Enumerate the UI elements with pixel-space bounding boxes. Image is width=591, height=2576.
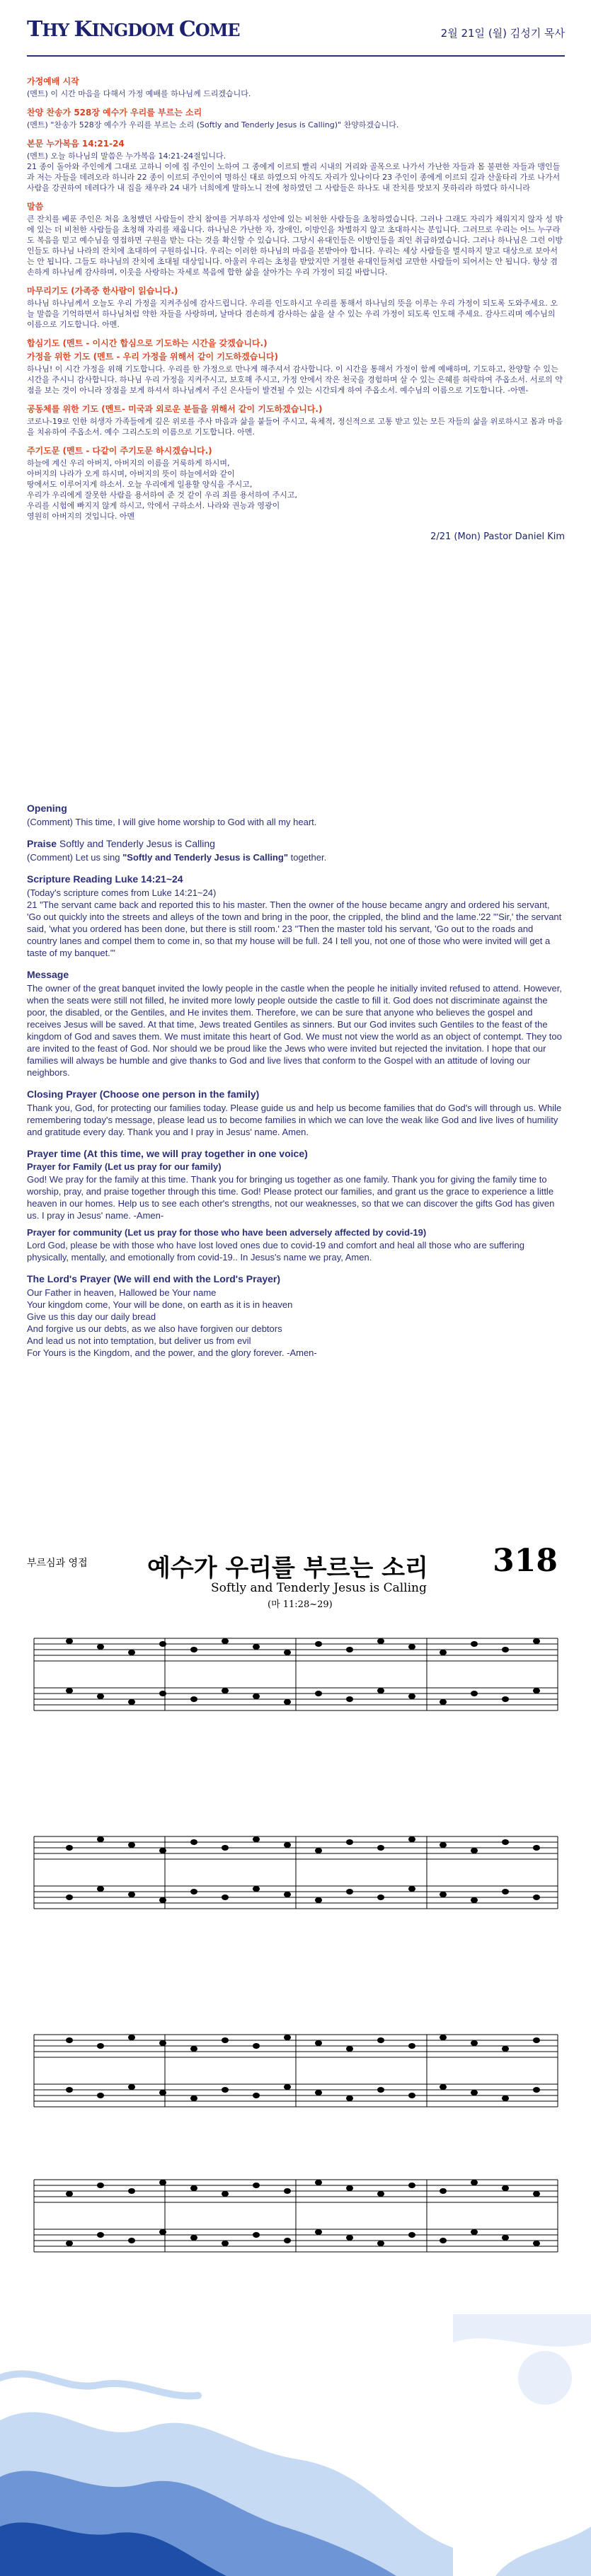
ko-scripture-intro: (멘트) 오늘 하나님의 말씀은 누가복음 14:21-24절입니다. [27,151,226,161]
ko-community-prayer-heading: 공동체를 위한 기도 (멘트- 미국과 외로운 분들을 위해서 같이 기도하겠습니다.) [27,404,323,414]
note-head [253,1694,260,1699]
note-head [440,1842,447,1848]
note-head [284,1892,291,1897]
korean-section [27,68,565,542]
note-head [284,1650,291,1655]
note-head [346,1696,353,1702]
note-head [533,1638,540,1644]
note-head [315,1691,322,1696]
note-head [284,2188,291,2194]
ko-family-prayer-text: 하나님! 이 시간 가정을 위해 기도합니다. 우리를 한 가정으로 만나게 해주셔서 감사합니다. 이 시간을 통해서 가정이 함께 예배하며, 기도하고, 찬양할 수 있는 시간을 주시니 감사합니다. 하나님 우리 가정을 지켜주시고, 보호해 주시고, 가정 안에서 작은 천국을 경험하며 살 수 있는 은혜를 허락하여 주옵소서. 서로의 약점을 보는 것이 아니라 장점을 보게 하셔서 하나님께서 주신 은사들이 발견될 수 있는 시간되게 하여 주옵소서. 예수님의 이름으로 기도합니다. -아멘- [27,364,563,395]
en-praise-heading [27,838,565,849]
note-head [190,2095,197,2101]
en-lords-prayer-line: Give us this day our daily bread [27,1311,156,1322]
ko-message-heading: 말씀 [27,202,44,212]
note-head [97,1886,104,1892]
note-head [128,2035,135,2040]
note-head [533,1688,540,1694]
ko-closing-heading: 마무리기도 (가족중 한사람이 읽습니다.) [27,286,178,296]
note-head [533,1894,540,1900]
ko-lords-prayer-line: 우리를 시험에 빠지지 않게 하시고, 악에서 구하소서. 나라와 권능과 영광이 [27,501,280,510]
note-head [471,2040,478,2046]
note-head [159,1691,166,1696]
ko-unison-heading: 합심기도 (멘트 - 이시간 합심으로 기도하는 시간을 갖겠습니다.) [27,338,268,348]
en-family-prayer-text: God! We pray for the family at this time. Thank you for bringing us together as one family. Thank you for giving the family time to worship, pray, and praise together through this time. God! Please protect our families, and grant us the grace to experience a little heaven in our homes. Help us to see each other's strengths, not our weaknesses, so that we can discover the gifts God has given us. I pray in Jesus' name. -Amen- [27,1174,555,1221]
note-head [66,2037,73,2043]
note-head [408,2093,415,2098]
note-head [284,2238,291,2243]
note-head [190,1889,197,1894]
note-head [408,2183,415,2188]
note-head [502,2046,509,2052]
note-head [66,2241,73,2246]
en-scripture-text: 21 "The servant came back and reported this to his master. Then the owner of the house became angry and ordered his servant, 'Go out quickly into the streets and alleys of the town and bring in the poor, the crippled, the blind and the lame.'22 "'Sir,' the servant said, 'what you ordered has been done, but there is still room.' 23 "Then the master told his servant, 'Go out to the roads and country lanes and compel them to come in, so that my house will be full. 24 I tell you, not one of those who were invited will get a taste of my banquet.'" [27,899,562,958]
note-head [377,1638,384,1644]
ko-scripture-text: 21 종이 돌아와 주인에게 그대로 고하니 이에 집 주인이 노하여 그 종에게 이르되 빨리 시내의 거리와 골목으로 나가서 가난한 자들과 몸 불편한 자들과 맹인들과 저는 자들을 데려오라 하니라 22 종이 이르되 주인이여 명하신 대로 하였으되 아직도 자리가 있나이다 23 주인이 종에게 이르되 길과 산울타리 가로 나가서 사람을 강권하여 데려다가 내 집을 채우라 24 내가 너희에게 말하노니 전에 청하였던 그 사람들은 하나도 내 잔치를 맛보지 못하리라 하였다 하시니라 [27,162,561,192]
note-head [97,1836,104,1842]
note-head [222,2087,229,2093]
ko-opening-text: (멘트) 이 시간 마음을 다해서 가정 예배를 하나님께 드리겠습니다. [27,89,251,98]
header [27,10,565,52]
note-head [377,2241,384,2246]
note-head [346,2095,353,2101]
ko-praise-text: (멘트) "찬송가 528장 예수가 우리를 부르는 소리 (Softly and Tenderly Jesus is Calling)" 찬양하겠습니다. [27,120,399,130]
en-closing-text: Thank you, God, for protecting our families today. Please guide us and help us become families that do God's will through us. While remembering today's message, please lead us to become families in which we can love the weak like God and live lives of humility and gratitude every day. Thank you and I pray in Jesus' name. Amen. [27,1103,562,1137]
note-head [408,2043,415,2049]
note-head [315,1848,322,1853]
note-head [377,2191,384,2197]
note-head [190,2046,197,2052]
note-head [346,2046,353,2052]
note-head [377,2037,384,2043]
note-head [533,2037,540,2043]
hymn-score [27,1543,565,2314]
note-head [533,2191,540,2197]
ko-family-prayer-heading: 가정을 위한 기도 (멘트 - 우리 가정을 위해서 같이 기도하겠습니다) [27,352,278,362]
note-head [502,1647,509,1652]
note-head [408,2232,415,2238]
en-opening-heading: Opening [27,803,67,814]
note-head [253,2183,260,2188]
hymn-scripture-ref: (마 11:28~29) [268,1599,333,1610]
ko-lords-prayer-line: 영원히 아버지의 것입니다. 아멘 [27,512,135,521]
note-head [502,2235,509,2241]
ko-scripture-heading: 본문 누가복음 14:21-24 [27,139,125,149]
note-head [97,2093,104,2098]
note-head [222,2037,229,2043]
note-head [128,1842,135,1848]
note-head [66,1845,73,1851]
ko-lords-prayer-line: 땅에서도 이루어지게 하소서. 오늘 우리에게 일용할 양식을 주시고, [27,480,253,489]
note-head [222,1638,229,1644]
note-head [97,2232,104,2238]
en-praise-song: Softly and Tenderly Jesus is Calling [57,838,215,849]
note-head [253,2232,260,2238]
note-head [253,1886,260,1892]
note-head [502,2185,509,2191]
note-head [471,1691,478,1696]
note-head [440,1699,447,1705]
note-head [128,1892,135,1897]
ko-message-text: 큰 잔치를 베푼 주인은 처음 초청했던 사람들이 잔치 참여를 거부하자 성안에 있는 비천한 사람들을 초청하였습니다. 그러나 그래도 자리가 채워지지 않자 성 밖에 있는 더 비천한 사람들을 초청해 자리를 채웁니다. 하나님은 가난한 자, 장애인, 이방인을 차별하지 않고 초대하시는 분입니다. 그러므로 우리는 어느 누구라도 복음을 믿고 예수님을 영접하면 구원을 받는 다는 것을 확신할 수 있습니다. 그당시 유대인들은 이방인들을 죄인 취급하였습니다. 그러나 하나님은 그런 이방인들도 하나님 나라의 잔치에 초대하여 구원하십니다. 우리는 이러한 하나님의 마음을 본받아야 합니다. 우리는 세상 사람들을 멸시하지 말고 대상으로 보아서는 안 됩니다. 그들도 하나님의 잔치에 초대될 대상입니다. 아울러 우리는 초청을 받았지만 거절한 유대인들처럼 교만한 사람들이 되어서는 안 됩니다. 항상 겸손하게 하나님께 감사하며, 이웃을 사랑하는 자세로 복음에 합한 삶을 살아가는 우리 가정이 되길 바랍니다. [27,214,563,277]
ko-opening-heading: 가정예배 시작 [27,76,79,86]
note-head [315,1641,322,1647]
date-pastor: 2월 21일 (월) 김성기 목사 [440,27,565,40]
note-head [346,1647,353,1652]
hymn-title-ko: 예수가 우리를 부르는 소리 [147,1554,428,1582]
note-head [471,1848,478,1853]
note-head [408,1886,415,1892]
note-head [346,2235,353,2241]
note-head [440,1650,447,1655]
note-head [315,1897,322,1903]
header-divider [27,55,565,57]
hymn-category: 부르심과 영접 [27,1558,88,1569]
note-head [533,2087,540,2093]
decorative-waves [0,2314,591,2576]
en-lords-prayer-line: Your kingdom come, Your will be done, on earth as it is in heaven [27,1299,293,1310]
music-staves [27,1543,565,2314]
note-head [66,1688,73,1694]
note-head [97,1694,104,1699]
en-closing-heading: Closing Prayer (Choose one person in the family) [27,1088,260,1100]
note-head [471,2229,478,2235]
note-head [159,1641,166,1647]
note-head [440,1892,447,1897]
note-head [190,2235,197,2241]
en-praise-comment: (Comment) Let us sing "Softly and Tenderly Jesus is Calling" together. [27,852,327,863]
note-head [502,1696,509,1702]
note-head [346,2185,353,2191]
note-head [190,2185,197,2191]
note-head [502,2095,509,2101]
note-head [190,1696,197,1702]
note-head [128,1699,135,1705]
note-head [377,2087,384,2093]
note-head [128,2084,135,2090]
note-head [253,2093,260,2098]
note-head [222,2241,229,2246]
en-lords-prayer-line: For Yours is the Kingdom, and the power, and the glory forever. -Amen- [27,1347,317,1358]
ko-lords-prayer-line: 우리가 우리에게 잘못한 사람을 용서하여 준 것 같이 우리 죄를 용서하여 주시고, [27,490,297,500]
en-opening-text: (Comment) This time, I will give home worship to God with all my heart. [27,817,317,827]
note-head [128,2238,135,2243]
signature: 2/21 (Mon) Pastor Daniel Kim [430,531,565,542]
note-head [128,1650,135,1655]
note-head [408,1694,415,1699]
note-head [471,2090,478,2095]
note-head [159,1897,166,1903]
en-prayer-time-heading: Prayer time (At this time, we will pray together in one voice) [27,1148,308,1159]
note-head [284,2035,291,2040]
note-head [502,1839,509,1845]
note-head [159,2040,166,2046]
note-head [284,1699,291,1705]
note-head [97,2043,104,2049]
hymn-number: 318 [493,1543,558,1579]
note-head [284,1842,291,1848]
en-scripture-intro: (Today's scripture comes from Luke 14:21~24) [27,887,217,898]
note-head [377,1845,384,1851]
note-head [533,1845,540,1851]
ko-lords-prayer-heading: 주기도문 (멘트 - 다같이 주기도문 하시겠습니다.) [27,446,212,456]
note-head [471,2180,478,2185]
note-head [222,2191,229,2197]
en-lords-prayer-heading: The Lord's Prayer (We will end with the Lord's Prayer) [27,1273,281,1284]
note-head [159,2180,166,2185]
ko-lords-prayer-line: 하늘에 계신 우리 아버지, 아버지의 이름을 거룩하게 하시며, [27,459,230,468]
note-head [222,1894,229,1900]
note-head [128,2188,135,2194]
en-community-prayer-text: Lord God, please be with those who have lost loved ones due to covid-19 and comfort and heal all those who are suffering physically, mentally, and emotionally from covid-19.. In Jesus's name we pray, Amen. [27,1240,524,1263]
en-lords-prayer-line: And forgive us our debts, as we also have forgiven our debtors [27,1323,282,1334]
note-head [66,2191,73,2197]
note-head [502,1889,509,1894]
ko-closing-text: 하나님 하나님께서 오늘도 우리 가정을 지켜주심에 감사드립니다. 우리를 인도하시고 우리를 통해서 하나님의 뜻을 이루는 우리 가정이 되도록 도와주세요. 오늘 말씀을 기억하면서 하나님처럼 약한 자들을 사랑하며, 날마다 겸손하게 감사하는 삶을 살 수 있는 우리 가정이 되도록 인도해 주세요. 감사드리며 예수님의 이름으로 기도합니다. 아멘. [27,299,558,329]
note-head [346,1889,353,1894]
note-head [66,2087,73,2093]
note-head [440,2188,447,2194]
hymn-title-en: Softly and Tenderly Jesus is Calling [211,1581,427,1595]
note-head [471,1641,478,1647]
note-head [253,2043,260,2049]
note-head [159,2090,166,2095]
english-section [27,793,565,1359]
en-lords-prayer-line: And lead us not into temptation, but deliver us from evil [27,1335,251,1346]
note-head [284,2084,291,2090]
note-head [315,2090,322,2095]
note-head [190,1647,197,1652]
note-head [66,1894,73,1900]
note-head [159,1848,166,1853]
note-head [440,2035,447,2040]
note-head [408,1836,415,1842]
note-head [471,1897,478,1903]
note-head [440,2084,447,2090]
note-head [97,2183,104,2188]
note-head [315,2229,322,2235]
ko-praise-heading: 찬양 찬송가 528장 예수가 우리를 부르는 소리 [27,108,202,117]
en-message-text: The owner of the great banquet invited the lowly people in the castle when the people he initially invited refused to attend. However, when the seats were still not filled, he invited more lowly people outside the castle to fill it. God does not discriminate against the poor, the disabled, or the Gentiles, and He invites them. Therefore, we can be sure that anyone who believes the gospel and receives Jesus will be saved. At that time, Jews treated Gentiles as sinners. But our God invites such Gentiles to the feast of the kingdom of God and saves them. We must imitate this heart of God. We must not view the world as an object of contempt. They too are invited to the feast of God. Nor should we be proud like the Jews who were invited but rejected the invitation. I hope that our families will always be humble and give thanks to God and live lives that conform to the Gospel with an attitude of loving our neighbors. [27,983,562,1078]
ko-community-prayer-text: 코로나-19로 인한 허생자 가족들에게 깊은 위로를 주사 마음과 삶을 붙들어 주시고, 육체적, 정신적으로 고통 받고 있는 모든 자들의 삶을 위로하시고 몸과 마음을 치유하여 주옵소서. 예수 그리스도의 이름으로 기도합니다. 아멘. [27,417,563,437]
wave-art-icon [0,2314,591,2576]
en-lords-prayer-line: Our Father in heaven, Hallowed be Your name [27,1287,217,1298]
en-family-prayer-heading: Prayer for Family (Let us pray for our family) [27,1161,222,1172]
ko-lords-prayer-line: 아버지의 나라가 오게 하시며, 아버지의 뜻이 하늘에서와 같이 [27,469,235,478]
note-head [222,1845,229,1851]
en-message-heading: Message [27,969,69,980]
note-head [346,1839,353,1845]
page-title: THY KINGDOM COME [27,17,240,42]
en-community-prayer-heading: Prayer for community (Let us pray for those who have been adversely affected by covid-19) [27,1227,427,1238]
note-head [97,1644,104,1650]
note-head [315,2040,322,2046]
note-head [408,1644,415,1650]
note-head [190,1839,197,1845]
note-head [440,2238,447,2243]
note-head [159,2229,166,2235]
note-head [222,1688,229,1694]
note-head [315,2180,322,2185]
en-scripture-heading: Scripture Reading Luke 14:21~24 [27,873,183,885]
note-head [66,1638,73,1644]
note-head [377,1894,384,1900]
note-head [377,1688,384,1694]
note-head [253,1644,260,1650]
en-praise-label: Praise [27,838,57,849]
note-head [253,1836,260,1842]
note-head [533,2241,540,2246]
